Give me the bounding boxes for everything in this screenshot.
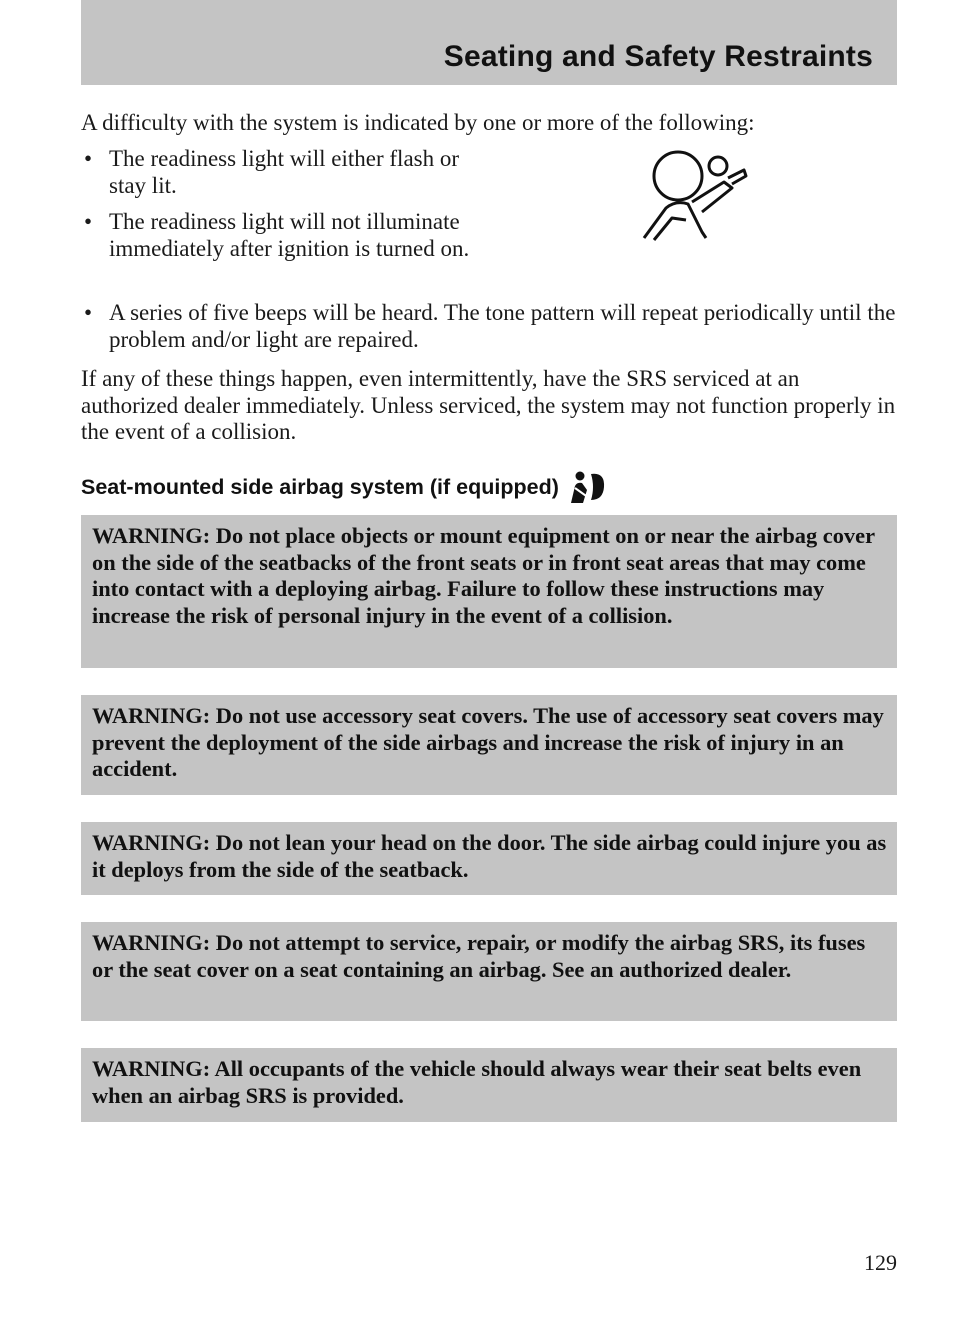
bullet-text: The readiness light will either flash or stay lit. xyxy=(109,146,460,198)
bullet-list-bottom xyxy=(81,300,901,363)
page-header xyxy=(81,0,897,85)
bullet-marker: • xyxy=(84,209,93,234)
bullet-marker: • xyxy=(84,300,93,325)
bullet-marker: • xyxy=(84,146,93,171)
warning-box: WARNING: Do not lean your head on the door. The side airbag could injure you as it deploys from the side of the seatback. xyxy=(81,822,897,895)
bullet-text: The readiness light will not illuminate immediately after ignition is turned on. xyxy=(109,209,470,261)
bullet-list-top xyxy=(81,146,481,272)
srs-service-paragraph: If any of these things happen, even intermittently, have the SRS serviced at an authorized dealer immediately. Unless serviced, the system may not function properly in the event of a collision. xyxy=(81,366,896,444)
page-number: 129 xyxy=(864,1250,897,1275)
list-item xyxy=(81,146,481,199)
bullet-text: A series of five beeps will be heard. The tone pattern will repeat periodically until the problem and/or light are repaired. xyxy=(109,300,896,352)
warning-box: WARNING: Do not attempt to service, repair, or modify the airbag SRS, its fuses or the seat cover on a seat containing an airbag. See an authorized dealer. xyxy=(81,922,897,1021)
intro-text: A difficulty with the system is indicated by one or more of the following: xyxy=(81,110,755,135)
section-title: Seating and Safety Restraints xyxy=(443,40,873,73)
list-item xyxy=(81,300,901,353)
list-item xyxy=(81,209,481,262)
airbag-readiness-icon xyxy=(636,148,748,244)
section-subheading xyxy=(81,470,607,504)
warning-box: WARNING: All occupants of the vehicle should always wear their seat belts even when an airbag SRS is provided. xyxy=(81,1048,897,1122)
side-airbag-seat-icon xyxy=(567,470,607,504)
warning-box: WARNING: Do not use accessory seat covers. The use of accessory seat covers may prevent the deployment of the side airbags and increase the risk of injury in an accident. xyxy=(81,695,897,795)
warning-box: WARNING: Do not place objects or mount equipment on or near the airbag cover on the side of the seatbacks of the front seats or in front seat areas that may come into contact with a deploying airbag. Failure to follow these instructions may increase the risk of personal injury in the event of a collision. xyxy=(81,515,897,668)
subheading-text: Seat-mounted side airbag system (if equipped) xyxy=(81,474,559,499)
